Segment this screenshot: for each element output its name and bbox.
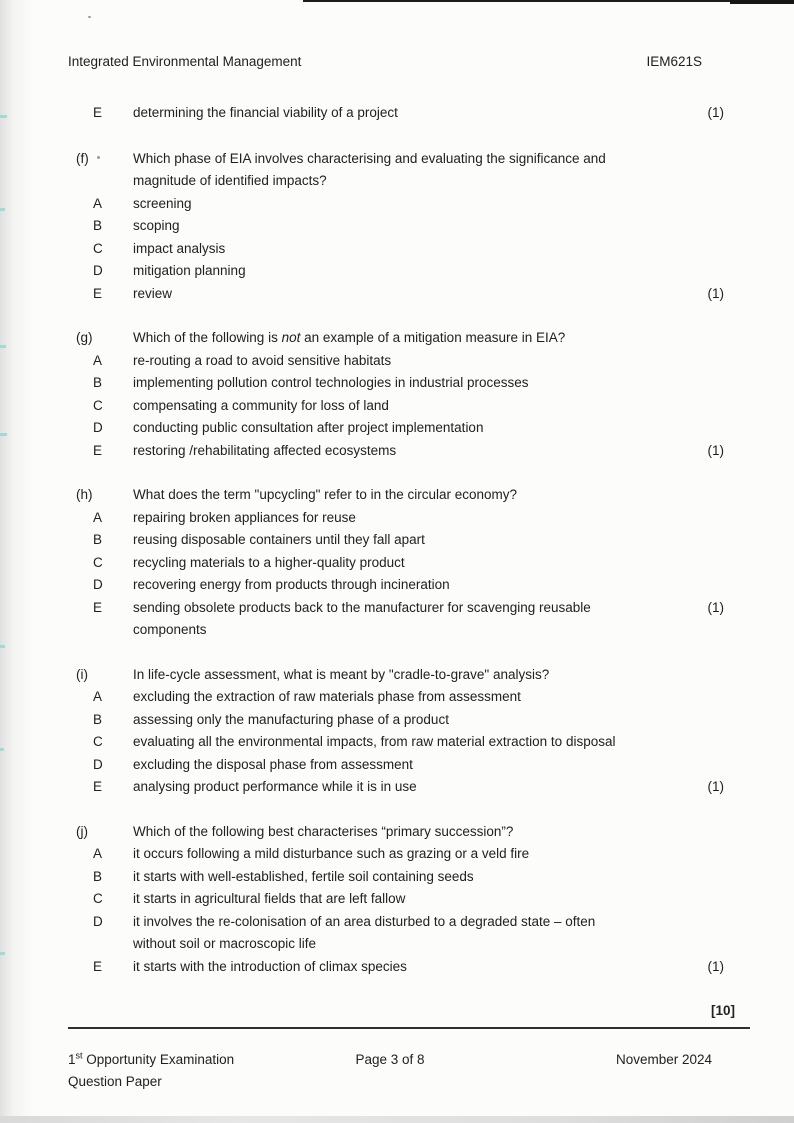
option-text-line [133,574,750,597]
option-row [68,417,750,440]
total-marks: [10] [710,1003,735,1018]
question-label: (g) [76,330,93,345]
option-text [133,238,750,261]
text-segment: repairing broken appliances for reuse [133,509,356,525]
option-text [133,552,750,575]
text-segment: conducting public consultation after project implementation [133,420,484,435]
option-letter: E [93,442,103,458]
question-header-row [68,664,750,687]
marks-badge: (1) [707,105,724,120]
footer-exam-line1 [68,1049,283,1071]
page-header [68,52,750,72]
option-text-line [133,102,750,125]
option-row [68,552,750,575]
questions-area [68,102,750,978]
question-text-line [133,327,750,350]
option-row [68,731,750,754]
option-text-line [133,843,750,866]
question-header-row [68,821,750,844]
option-row [68,776,750,799]
option-row [68,866,750,889]
option-row [68,956,750,979]
question-block [68,664,750,799]
option-text-line [133,372,750,395]
question-label: (i) [76,666,88,682]
text-segment: scoping [133,218,180,233]
text-segment: it involves the re-colonisation of an area disturbed to a degraded state – often [133,913,596,929]
option-text-line [133,260,750,283]
text-segment: an example of a mitigation measure in EIA? [300,330,566,345]
option-letter: D [93,420,103,435]
option-text [133,440,750,463]
text-segment: excluding the extraction of raw materials phase from assessment [133,689,521,704]
text-segment: components [133,622,207,637]
option-letter: E [93,779,103,794]
footer-exam-line2: Question Paper [68,1073,162,1089]
option-text-line [133,507,750,530]
option-letter: A [93,352,103,368]
option-text [133,754,750,777]
option-text-line [133,552,750,575]
scan-mark [0,345,6,348]
option-row [68,911,750,956]
option-letter: E [93,958,103,974]
footer-date: November 2024 [615,1051,713,1067]
marks-badge: (1) [707,958,724,974]
option-row [68,350,750,373]
question-text-line [133,664,750,687]
question-text [133,148,750,193]
scan-artifact-top-corner [730,0,794,4]
option-row [68,709,750,732]
marks-badge: (1) [707,779,724,794]
text-segment: it starts in agricultural fields that are left fallow [133,891,406,906]
option-letter: A [93,689,103,704]
scan-artifact-bottom-edge [0,1116,794,1123]
option-row [68,507,750,530]
option-text-line [133,866,750,889]
scan-mark [0,208,5,211]
page-footer [68,1049,750,1093]
question-block [68,148,750,306]
option-text [133,911,750,956]
option-row [68,260,750,283]
option-text [133,888,750,911]
text-segment: excluding the disposal phase from assessment [133,756,413,772]
option-row [68,193,750,216]
text-segment: recycling materials to a higher-quality product [133,554,405,570]
option-letter: D [93,913,103,929]
option-text [133,843,750,866]
option-letter: A [93,509,103,525]
scan-speck [88,16,91,18]
option-text [133,731,750,754]
option-text-line [133,731,750,754]
option-text-line [133,395,750,418]
option-text [133,215,750,238]
option-text [133,372,750,395]
question-text-line [133,148,750,171]
option-letter: E [93,105,103,120]
footer-rule [68,1027,750,1029]
option-letter: E [93,285,103,301]
question-block [68,821,750,979]
option-text [133,395,750,418]
option-row [68,102,750,125]
marks-badge: (1) [707,442,724,458]
text-segment: assessing only the manufacturing phase of a product [133,711,449,727]
page-content [68,52,750,1093]
scan-mark [0,645,5,648]
option-row [68,574,750,597]
option-text [133,776,750,799]
option-row [68,372,750,395]
option-text-line [133,440,750,463]
option-text [133,709,750,732]
option-letter: B [93,218,103,233]
footer-exam-info [68,1049,283,1093]
option-letter: C [93,397,103,413]
option-row [68,686,750,709]
text-segment: impact analysis [133,240,226,256]
text-segment: it starts with well-established, fertile soil containing seeds [133,868,474,884]
text-segment: determining the financial viability of a project [133,105,398,120]
option-text [133,956,750,979]
option-text-line [133,350,750,373]
option-letter: C [93,891,103,906]
option-text-line [133,933,750,956]
leading-option-row [68,102,750,125]
text-segment: restoring /rehabilitating affected ecosystems [133,442,397,458]
option-letter: C [93,240,103,256]
scan-artifact-left-edge [0,0,34,1123]
text-segment: re-routing a road to avoid sensitive habitats [133,352,392,368]
option-text [133,417,750,440]
marks-badge: (1) [707,599,724,615]
text-segment: sending obsolete products back to the manufacturer for scavenging reusable [133,599,591,615]
option-letter: D [93,577,103,592]
question-header-row [68,327,750,350]
option-text [133,529,750,552]
option-letter: D [93,263,103,278]
text-segment: In life-cycle assessment, what is meant by "cradle-to-grave" analysis? [133,666,550,682]
option-letter: B [93,375,103,390]
option-letter: A [93,195,103,211]
option-text [133,574,750,597]
option-text-line [133,754,750,777]
option-letter: B [93,868,103,884]
question-block [68,484,750,642]
option-letter: C [93,734,103,749]
text-segment: review [133,285,173,301]
marks-badge: (1) [707,285,724,301]
question-text-line [133,170,750,193]
option-text-line [133,283,750,306]
question-text [133,821,750,844]
question-label: (h) [76,487,93,502]
option-text-line [133,709,750,732]
scan-artifact-top-line [303,0,794,2]
text-segment: mitigation planning [133,263,246,278]
option-text-line [133,417,750,440]
text-segment: Which phase of EIA involves characterising and evaluating the significance and [133,150,606,166]
option-row [68,597,750,642]
text-segment: compensating a community for loss of land [133,397,389,413]
text-segment: reusing disposable containers until they fall apart [133,532,425,547]
text-segment: Which of the following best characterises “primary succession”? [133,823,514,839]
option-text-line [133,776,750,799]
option-text [133,686,750,709]
footer-exam-title: Opportunity Examination [82,1051,235,1067]
question-header-row [68,484,750,507]
option-text-line [133,193,750,216]
question-text [133,327,750,350]
total-marks-row [68,1000,750,1023]
option-row [68,395,750,418]
option-text [133,102,750,125]
option-letter: E [93,599,103,615]
scan-mark [0,433,7,436]
option-text [133,597,750,642]
text-segment: What does the term "upcycling" refer to in the circular economy? [133,487,518,502]
option-text [133,193,750,216]
text-segment: without soil or macroscopic life [133,936,317,951]
option-row [68,238,750,261]
scan-mark [0,952,5,955]
option-text-line [133,956,750,979]
option-row [68,888,750,911]
course-code: IEM621S [646,54,702,69]
option-text-line [133,619,750,642]
option-text [133,866,750,889]
option-row [68,529,750,552]
option-letter: A [93,846,103,861]
text-segment: Which of the following is [133,330,282,345]
option-row [68,754,750,777]
option-text-line [133,888,750,911]
question-text [133,664,750,687]
option-row [68,283,750,306]
option-text [133,507,750,530]
question-header-row [68,148,750,193]
text-segment: it occurs following a mild disturbance such as grazing or a veld fire [133,846,530,861]
question-block [68,327,750,462]
text-segment: implementing pollution control technologies in industrial processes [133,375,529,390]
option-text [133,283,750,306]
option-text-line [133,215,750,238]
text-segment: screening [133,195,192,211]
question-label: (f) [76,150,89,166]
course-title: Integrated Environmental Management [68,54,302,69]
text-segment: analysing product performance while it is in use [133,779,417,794]
option-letter: C [93,554,103,570]
scan-mark [0,748,4,751]
question-text [133,484,750,507]
option-text [133,350,750,373]
footer-exam-number: 1 [68,1051,76,1067]
footer-page-indicator: Page 3 of 8 [355,1051,425,1067]
option-row [68,215,750,238]
text-segment: not [281,330,301,345]
text-segment: it starts with the introduction of climax species [133,958,407,974]
text-segment: recovering energy from products through incineration [133,577,450,592]
text-segment: evaluating all the environmental impacts, from raw material extraction to disposal [133,734,616,749]
option-letter: B [93,532,103,547]
question-text-line [133,484,750,507]
option-row [68,440,750,463]
option-text-line [133,529,750,552]
option-text-line [133,686,750,709]
text-segment: magnitude of identified impacts? [133,173,327,188]
scan-mark [0,115,7,118]
option-text-line [133,597,750,620]
question-label: (j) [76,823,88,839]
question-text-line [133,821,750,844]
option-text-line [133,911,750,934]
footer-exam-ordinal: st [75,1050,83,1060]
option-letter: D [93,756,103,772]
option-text [133,260,750,283]
option-letter: B [93,711,103,727]
option-row [68,843,750,866]
option-text-line [133,238,750,261]
